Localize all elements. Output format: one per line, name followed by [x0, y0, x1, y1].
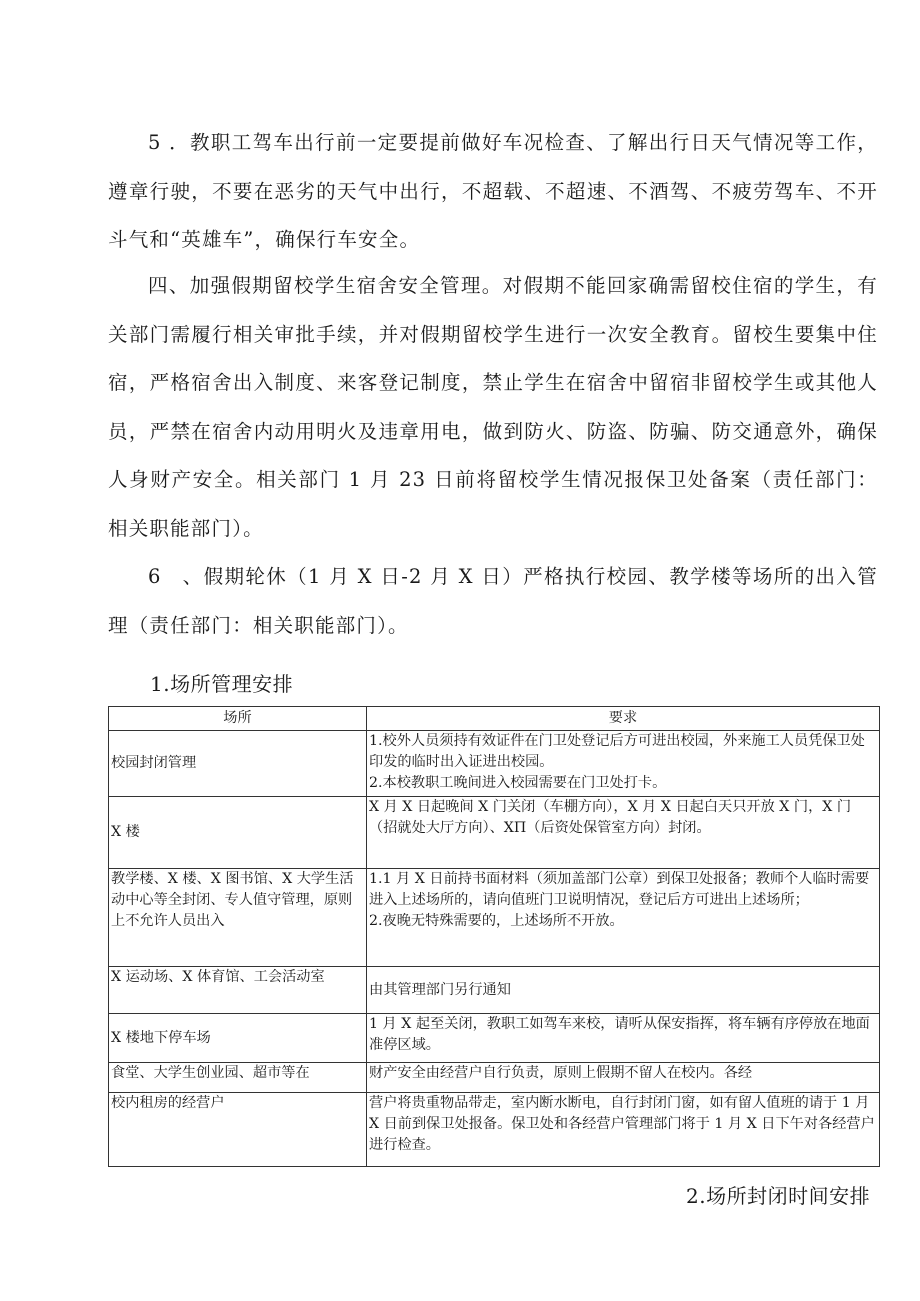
header-requirement: 要求 — [367, 707, 880, 731]
paragraph-item-5: 5 ．教职工驾车出行前一定要提前做好车况检查、了解出行日天气情况等工作，遵章行驶，不要在恶劣的天气中出行，不超载、不超速、不酒驾、不疲劳驾车、不开斗气和“英雄车”，确保行车安全。 — [108, 131, 878, 251]
place-cell: 食堂、大学生创业园、超市等在 — [109, 1063, 367, 1093]
requirement-line: 2.本校教职工晚间进入校园需要在门卫处打卡。 — [369, 775, 667, 791]
table-row — [109, 1093, 880, 1167]
place-cell: 教学楼、X 楼、X 图书馆、X 大学生活动中心等全封闭、专人值守管理，原则上不允许人员出入 — [109, 869, 367, 967]
table-row — [109, 731, 880, 797]
requirement-cell — [367, 1014, 880, 1063]
paragraph-section-4: 四、加强假期留校学生宿舍安全管理。对假期不能回家确需留校住宿的学生，有关部门需履行相关审批手续，并对假期留校学生进行一次安全教育。留校生要集中住宿，严格宿舍出入制度、来客登记制度，禁止学生在宿舍中留宿非留校学生或其他人员，严禁在宿舍内动用明火及违章用电，做到防火、防盗、防骗、防交通意外，确保人身财产安全。相关部门 1 月 23 日前将留校学生情况报保卫处备案（责任部门：相关职能部门）。 — [108, 274, 878, 540]
requirement-cell — [367, 797, 880, 869]
requirement-cell — [367, 967, 880, 1014]
requirement-line: 2.夜晚无特殊需要的，上述场所不开放。 — [369, 913, 624, 929]
section-1-title: 1.场所管理安排 — [150, 672, 294, 696]
requirement-cell — [367, 869, 880, 967]
requirement-line: 1.1 月 X 日前持书面材料（须加盖部门公章）到保卫处报备；教师个人临时需要进入上述场所的，请向值班门卫说明情况，登记后方可进出上述场所； — [369, 871, 870, 908]
place-cell: X 运动场、X 体育馆、工会活动室 — [109, 967, 367, 1014]
requirement-line: 营户将贵重物品带走，室内断水断电，自行封闭门窗，如有留人值班的请于 1 月 X 日前到保卫处报备。保卫处和各经营户管理部门将于 1 月 X 日下午对各经营户进行检查。 — [369, 1095, 875, 1153]
requirement-line: 1 月 X 起至关闭，教职工如驾车来校，请听从保安指挥，将车辆有序停放在地面准停区域。 — [369, 1016, 870, 1053]
requirement-cell — [367, 1093, 880, 1167]
table-header-row — [109, 707, 880, 731]
requirement-cell — [367, 1063, 880, 1093]
place-cell: 校内租房的经营户 — [109, 1093, 367, 1167]
section-2-title: 2.场所封闭时间安排 — [686, 1184, 871, 1208]
table-row — [109, 797, 880, 869]
requirement-line: X 月 X 日起晚间 X 门关闭（车棚方向），X 月 X 日起白天只开放 X 门，X 门（招就处大厅方向）、XΠ（后资处保管室方向）封闭。 — [369, 799, 852, 836]
place-cell: X 楼 — [109, 797, 367, 869]
table-row — [109, 967, 880, 1014]
place-cell: 校园封闭管理 — [109, 731, 367, 797]
requirement-line: 财产安全由经营户自行负责，原则上假期不留人在校内。各经 — [369, 1065, 753, 1081]
header-place: 场所 — [109, 707, 367, 731]
table-row — [109, 1063, 880, 1093]
place-cell: X 楼地下停车场 — [109, 1014, 367, 1063]
requirement-cell — [367, 731, 880, 797]
paragraph-item-6: 6 、假期轮休（1 月 X 日-2 月 X 日）严格执行校园、教学楼等场所的出入管理（责任部门：相关职能部门）。 — [108, 565, 878, 637]
table-row — [109, 869, 880, 967]
table-row — [109, 1014, 880, 1063]
requirement-line: 由其管理部门另行通知 — [369, 981, 511, 998]
venue-management-table — [108, 706, 880, 1167]
requirement-line: 1.校外人员须持有效证件在门卫处登记后方可进出校园，外来施工人员凭保卫处印发的临时出入证进出校园。 — [369, 733, 865, 770]
